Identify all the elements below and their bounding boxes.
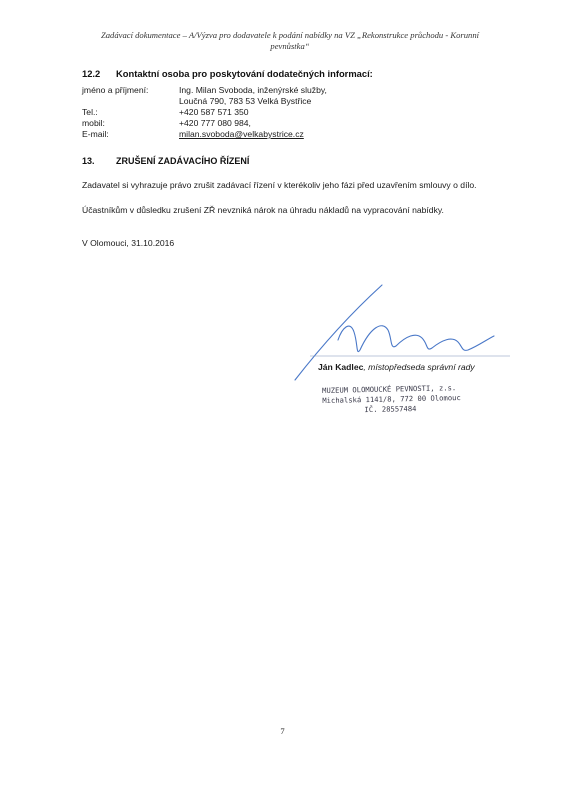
section-number: 12.2 bbox=[82, 68, 101, 79]
running-header-line2: pevnůstka“ bbox=[270, 41, 310, 51]
contact-label: jméno a příjmení: bbox=[82, 85, 149, 95]
contact-label: Tel.: bbox=[82, 107, 98, 117]
organization-stamp bbox=[322, 383, 461, 416]
signer-role: , místopředseda správní rady bbox=[363, 362, 475, 372]
signer-name: Ján Kadlec bbox=[318, 362, 364, 372]
place-and-date: V Olomouci, 31.10.2016 bbox=[82, 238, 175, 248]
section-title: Kontaktní osoba pro poskytování dodatečných informací: bbox=[116, 68, 373, 79]
cost-paragraph: Účastníkům v důsledku zrušení ZŘ nevzniká nárok na úhradu nákladů na vypracování nabídky. bbox=[82, 205, 444, 215]
contact-value: Ing. Milan Svoboda, inženýrské služby, bbox=[179, 85, 327, 95]
section-title: ZRUŠENÍ ZADÁVACÍHO ŘÍZENÍ bbox=[116, 156, 250, 166]
page-number: 7 bbox=[280, 726, 285, 736]
running-header bbox=[70, 30, 510, 52]
section-number: 13. bbox=[82, 156, 95, 166]
email-link[interactable]: milan.svoboda@velkabystrice.cz bbox=[179, 129, 304, 139]
stamp-line-address: Michalská 1141/8, 772 00 Olomouc bbox=[322, 393, 461, 405]
running-header-line1: Zadávací dokumentace – A/Výzva pro dodavatele k podání nabídky na VZ „Rekonstrukce průchodu - Korunní bbox=[100, 30, 480, 40]
stamp-line-name: MUZEUM OLOMOUCKÉ PEVNOSTI, z.s. bbox=[322, 383, 457, 395]
contact-value: Loučná 790, 783 53 Velká Bystřice bbox=[179, 96, 312, 106]
stamp-line-id: IČ. 28557484 bbox=[364, 404, 417, 415]
signer-line bbox=[318, 362, 475, 372]
section-12-2-heading bbox=[82, 68, 373, 79]
contact-label: E-mail: bbox=[82, 129, 109, 139]
contact-label: mobil: bbox=[82, 118, 105, 128]
cancellation-paragraph: Zadavatel si vyhrazuje právo zrušit zadávací řízení v kterékoliv jeho fázi před uzavřením smlouvy o dílo. bbox=[82, 180, 477, 190]
contact-value: +420 777 080 984, bbox=[179, 118, 251, 128]
contact-value: +420 587 571 350 bbox=[179, 107, 249, 117]
section-13-heading bbox=[82, 156, 249, 166]
